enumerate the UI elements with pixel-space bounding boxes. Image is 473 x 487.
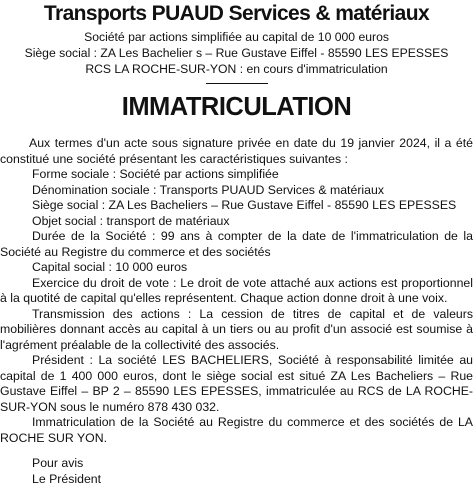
forme-sociale: Forme sociale : Société par actions simplifiée — [0, 167, 473, 183]
objet-social: Objet social : transport de matériaux — [0, 214, 473, 230]
header-address-line: Siège social : ZA Les Bachelier s – Rue Gustave Eiffel - 85590 LES EPESSES — [0, 45, 473, 61]
notice-body — [0, 136, 473, 487]
immatriculation-paragraph: Immatriculation de la Société au Registre du commerce et des sociétés de LA ROCHE SUR YON. — [0, 415, 473, 446]
siege-social: Siège social : ZA Les Bacheliers – Rue Gustave Eiffel - 85590 LES EPESSES — [0, 198, 473, 214]
transmission-actions: Transmission des actions : La cession de titres de capital et de valeurs mobilières donnant accès au capital à un tiers ou au profit d'un associé est soumise à l'agrément préalable de la collectivité des associés. — [0, 307, 473, 354]
company-name: Transports PUAUD Services & matériaux — [0, 2, 473, 26]
spacer — [0, 446, 473, 456]
denomination-sociale: Dénomination sociale : Transports PUAUD Services & matériaux — [0, 183, 473, 199]
signatory: Le Président — [32, 472, 473, 487]
notice-title: IMMATRICULATION — [0, 92, 473, 122]
header-capital-line: Société par actions simplifiée au capital de 10 000 euros — [0, 29, 473, 45]
header-rcs-line: RCS LA ROCHE-SUR-YON : en cours d'immatriculation — [0, 61, 473, 77]
intro-paragraph: Aux termes d'un acte sous signature privée en date du 19 janvier 2024, il a été constitué une société présentant les caractéristiques suivantes : — [0, 136, 473, 167]
duree-societe: Durée de la Société : 99 ans à compter de la date de l'immatriculation de la Société au Registre du commerce et des sociétés — [0, 229, 473, 260]
closing-pour-avis: Pour avis — [32, 456, 473, 472]
capital-social: Capital social : 10 000 euros — [0, 260, 473, 276]
president-paragraph: Président : La société LES BACHELIERS, Société à responsabilité limitée au capital de 1 400 000 euros, dont le siège social est situé ZA Les Bacheliers – Rue Gustave Eiffel – BP 2 – 85590 LES EPESSES, immatriculée au RCS de LA ROCHE-SUR-YON sous le numéro 878 430 032. — [0, 353, 473, 415]
separator-rule — [206, 83, 268, 84]
droit-de-vote: Exercice du droit de vote : Le droit de vote attaché aux actions est proportionnel à la quotité de capital qu'elles représentent. Chaque action donne droit à une voix. — [0, 276, 473, 307]
